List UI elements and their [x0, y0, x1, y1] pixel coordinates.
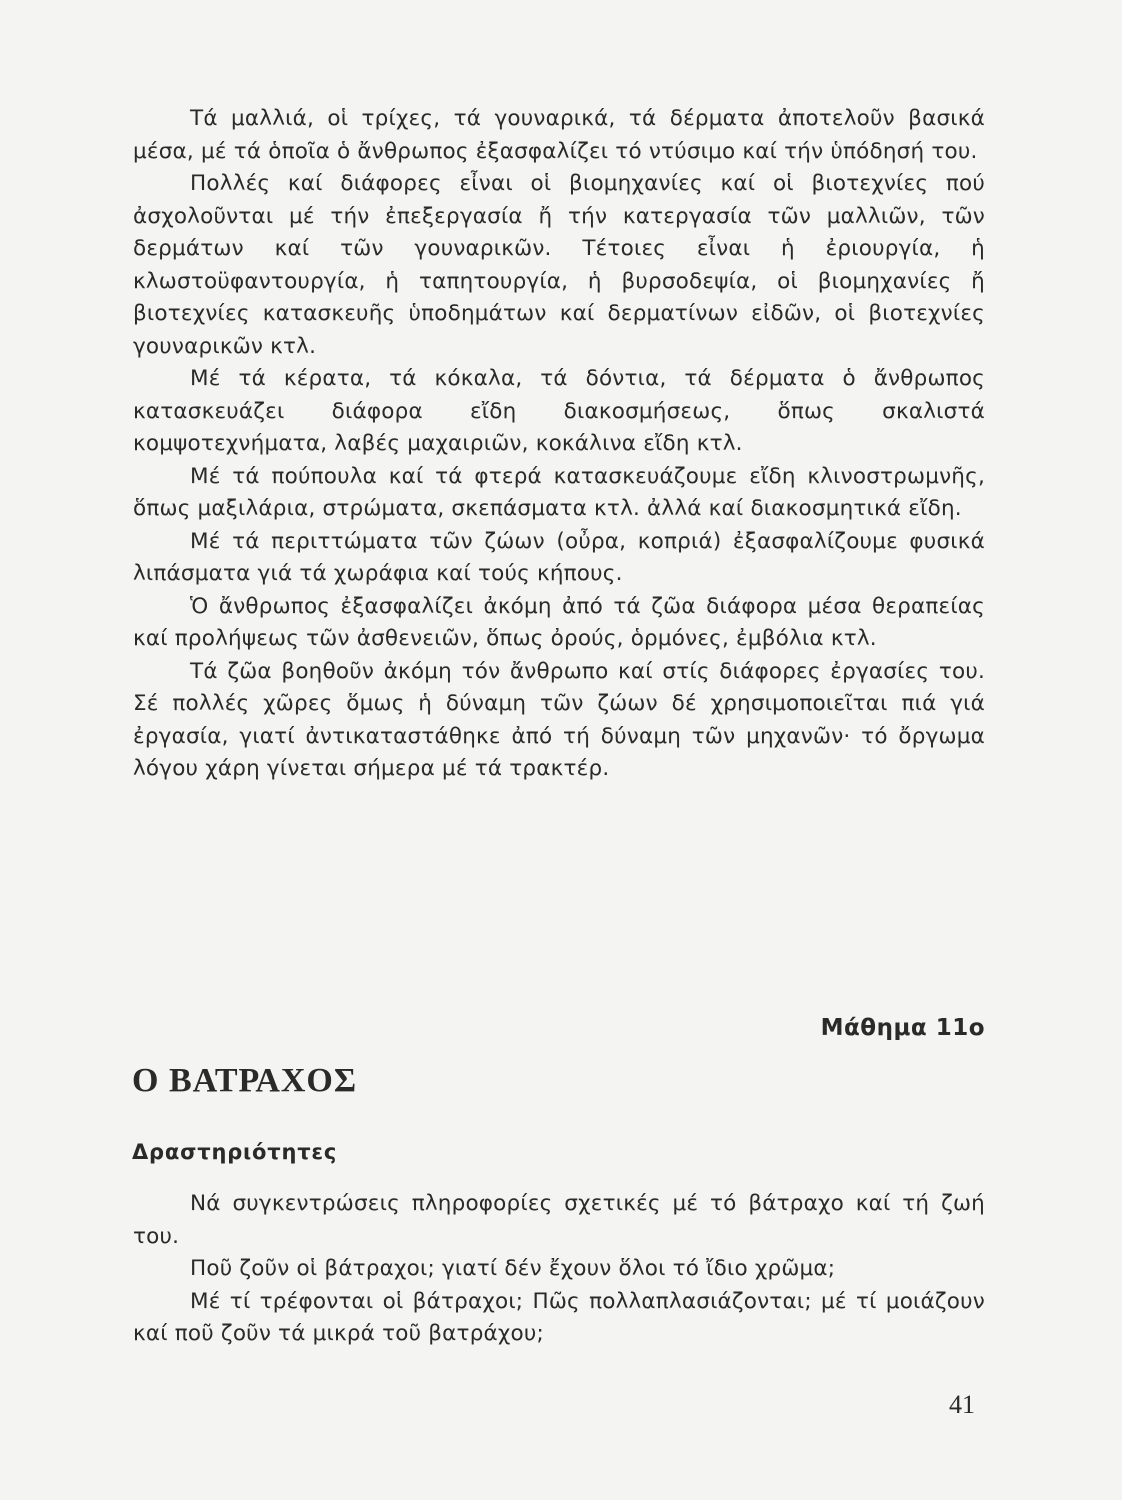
paragraph-industries: Πολλές καί διάφορες εἶναι οἱ βιομηχανίες καί οἱ βιοτεχνίες πού ἀσχολοῦνται μέ τήν ἐπεξεργασία ἤ τήν κατεργασία τῶν μαλλιῶν, τῶν δερμάτων καί τῶν γουναρικῶν. Τέτοιες εἶναι ἡ ἐριουργία, ἡ κλωστοϋφαντουργία, ἡ ταπητουργία, ἡ βυρσοδεψία, οἱ βιομηχανίες ἤ βιοτεχνίες κατασκευῆς ὑποδημάτων καί δερματίνων εἰδῶν, οἱ βιοτεχνίες γουναρικῶν κτλ. — [133, 171, 985, 359]
activity-item: Ποῦ ζοῦν οἱ βάτραχοι; γιατί δέν ἔχουν ὅλοι τό ἴδιο χρῶμα; — [190, 1256, 836, 1281]
chapter-title: Ο ΒΑΤΡΑΧΟΣ — [132, 1062, 358, 1099]
paragraph-work: Τά ζῶα βοηθοῦν ἀκόμη τόν ἄνθρωπο καί στίς διάφορες ἐργασίες του. Σέ πολλές χῶρες ὅμως ἡ δύναμη τῶν ζώων δέ χρησιμοποιεῖται πιά γιά ἐργασία, γιατί ἀντικαταστάθηκε ἀπό τή δύναμη τῶν μηχανῶν· τό ὄργωμα λόγου χάρη γίνεται σήμερα μέ τά τρακτέρ. — [133, 658, 985, 781]
activity-item: Νά συγκεντρώσεις πληροφορίες σχετικές μέ τό βάτραχο καί τή ζωή του. — [133, 1191, 985, 1249]
section-title: Δραστηριότητες — [132, 1140, 338, 1164]
activities-list — [133, 1188, 985, 1351]
paragraph-medicine: Ὁ ἄνθρωπος ἐξασφαλίζει ἀκόμη ἀπό τά ζῶα διάφορα μέσα θεραπείας καί προλήψεως τῶν ἀσθενειῶν, ὅπως ὀρούς, ὁρμόνες, ἐμβόλια κτλ. — [133, 593, 985, 651]
paragraph-clothing: Τά μαλλιά, οἱ τρίχες, τά γουναρικά, τά δέρματα ἀποτελοῦν βασικά μέσα, μέ τά ὁποῖα ὁ ἄνθρωπος ἐξασφαλίζει τό ντύσιμο καί τήν ὑπόδησή του. — [133, 106, 985, 164]
paragraph-feathers: Μέ τά πούπουλα καί τά φτερά κατασκευάζουμε εἴδη κλινοστρωμνῆς, ὅπως μαξιλάρια, στρώματα, σκεπάσματα κτλ. ἀλλά καί διακοσμητικά εἴδη. — [133, 463, 985, 521]
paragraph-fertilizers: Μέ τά περιττώματα τῶν ζώων (οὖρα, κοπριά) ἐξασφαλίζουμε φυσικά λιπάσματα γιά τά χωράφια καί τούς κήπους. — [133, 528, 985, 586]
activity-item: Μέ τί τρέφονται οἱ βάτραχοι; Πῶς πολλαπλασιάζονται; μέ τί μοιάζουν καί ποῦ ζοῦν τά μικρά τοῦ βατράχου; — [133, 1288, 985, 1346]
body-text — [133, 103, 985, 786]
page-number: 41 — [949, 1390, 975, 1419]
paragraph-horns-bones: Μέ τά κέρατα, τά κόκαλα, τά δόντια, τά δέρματα ὁ ἄνθρωπος κατασκευάζει διάφορα εἴδη διακοσμήσεως, ὅπως σκαλιστά κομψοτεχνήματα, λαβές μαχαιριῶν, κοκάλινα εἴδη κτλ. — [133, 366, 985, 456]
lesson-label: Μάθημα 11ο — [820, 1015, 985, 1041]
